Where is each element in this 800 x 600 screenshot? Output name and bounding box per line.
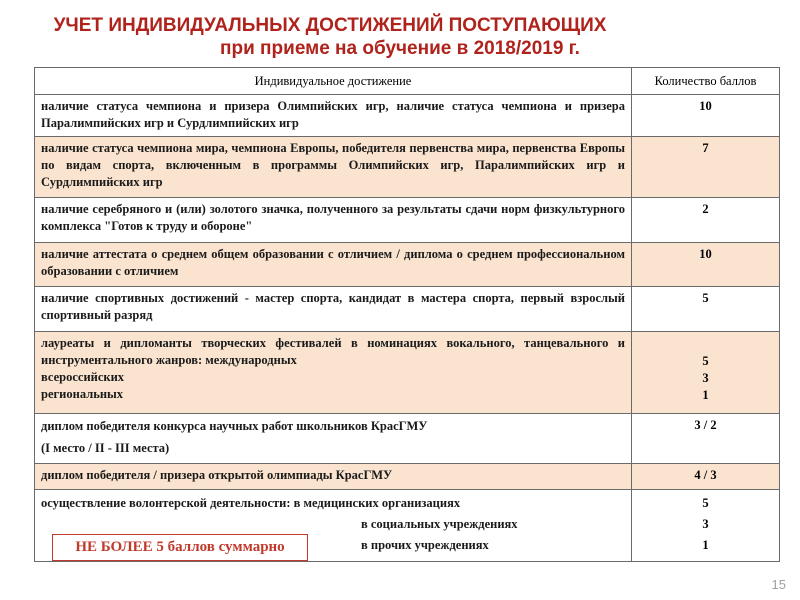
points-item: 5 [702, 496, 709, 510]
header-achievement: Индивидуальное достижение [35, 68, 632, 95]
achievement-main-text: лауреаты и дипломанты творческих фестивалей в номинациях вокального, танцевального и инструментального жанров: международных [41, 336, 625, 367]
points-item: 5 [702, 354, 709, 368]
points-value: 2 [632, 198, 780, 243]
points-value: 3 / 2 [632, 414, 780, 464]
table-row [35, 198, 780, 243]
points-value: 10 [632, 243, 780, 287]
achievement-text: наличие серебряного и (или) золотого значка, полученного за результаты сдачи норм физкультурного комплекса "Готов к труду и обороне" [35, 198, 632, 243]
table-row [35, 243, 780, 287]
points-item: 3 [702, 517, 709, 531]
table-row [35, 332, 780, 414]
points-value: 4 / 3 [632, 464, 780, 490]
achievement-main-text: диплом победителя конкурса научных работ школьников КрасГМУ [41, 419, 428, 433]
page-number: 15 [771, 577, 786, 592]
achievement-sub-text: в социальных учреждениях [361, 517, 518, 531]
points-value [632, 332, 780, 414]
achievement-text [35, 414, 632, 464]
achievement-main-text: осуществление волонтерской деятельности: в медицинских организациях [41, 496, 461, 510]
points-item: 1 [702, 538, 709, 552]
title-line-2: при приеме на обучение в 2018/2019 г. [220, 38, 580, 59]
points-value [632, 490, 780, 562]
table-row [35, 414, 780, 464]
achievement-text: диплом победителя / призера открытой олимпиады КрасГМУ [35, 464, 632, 490]
table-row [35, 464, 780, 490]
points-value: 5 [632, 287, 780, 332]
table-row [35, 137, 780, 198]
header-points: Количество баллов [632, 68, 780, 95]
achievement-text: наличие спортивных достижений - мастер спорта, кандидат в мастера спорта, первый взрослый спортивный разряд [35, 287, 632, 332]
table-row [35, 95, 780, 137]
achievement-sub-text: в прочих учреждениях [361, 538, 489, 552]
points-item: 3 [702, 371, 709, 385]
achievement-sub-text: (I место / II - III места) [41, 441, 170, 455]
achievement-sub-text: региональных [41, 387, 124, 401]
table-header-row [35, 68, 780, 95]
achievement-text: наличие статуса чемпиона и призера Олимпийских игр, наличие статуса чемпиона и призера Паралимпийских игр и Сурдлимпийских игр [35, 95, 632, 137]
points-value: 7 [632, 137, 780, 198]
title-line-1: УЧЕТ ИНДИВИДУАЛЬНЫХ ДОСТИЖЕНИЙ ПОСТУПАЮЩИХ [53, 15, 607, 36]
achievement-text: наличие аттестата о среднем общем образовании с отличием / диплома о среднем профессиональном образовании с отличием [35, 243, 632, 287]
achievements-table [34, 67, 780, 562]
page-title [0, 14, 800, 60]
achievement-sub-text: всероссийских [41, 370, 125, 384]
max-points-note: НЕ БОЛЕЕ 5 баллов суммарно [52, 534, 308, 561]
achievement-text: наличие статуса чемпиона мира, чемпиона Европы, победителя первенства мира, первенства Европы по видам спорта, включенным в программы Олимпийских игр, Паралимпийских игр и Сурдлимпийских игр [35, 137, 632, 198]
achievement-text [35, 332, 632, 414]
table-row [35, 287, 780, 332]
points-value: 10 [632, 95, 780, 137]
points-item: 1 [702, 388, 709, 402]
